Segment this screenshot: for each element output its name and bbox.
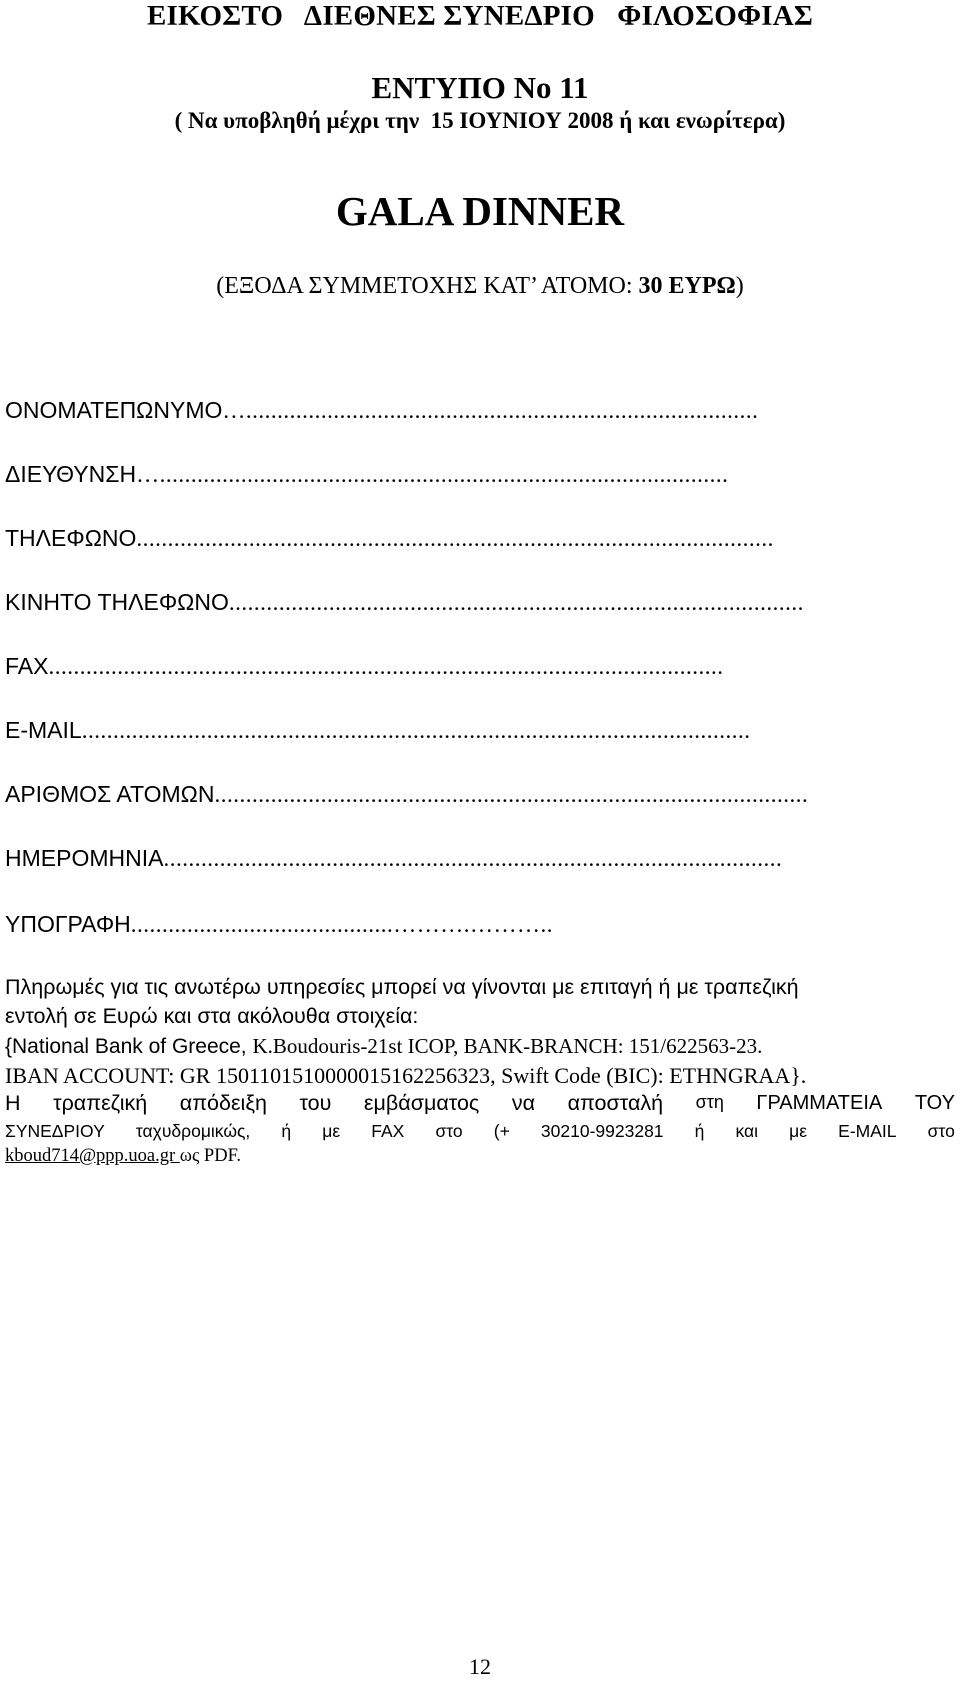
field-leader: ............................................................................................... <box>214 783 809 806</box>
receipt-instruction-line-2 <box>5 1123 955 1141</box>
submission-deadline: ( Να υποβληθή μέχρι την 15 ΙΟΥΝΙΟΥ 2008 ή και ενωρίτερα) <box>174 108 786 133</box>
page-number: 12 <box>469 1654 491 1679</box>
form-number: ΕΝΤΥΠΟ No 11 <box>371 70 589 105</box>
receipt-word: ή <box>281 1121 292 1141</box>
field-full-name[interactable] <box>5 399 955 422</box>
receipt-word: και <box>735 1121 759 1141</box>
field-phone[interactable] <box>5 527 955 550</box>
receipt-word: (+ <box>493 1121 510 1141</box>
bank-name: {National Bank of Greece, <box>5 1035 253 1058</box>
iban-line: IBAN ACCOUNT: GR 1501101510000015162256323, Swift Code (BIC): ETHNGRAA}. <box>5 1063 807 1088</box>
field-leader: ........................................................................................................... <box>81 719 751 742</box>
field-label: ΟΝΟΜΑΤΕΠΩΝΥΜΟ <box>5 399 223 422</box>
receipt-word: με <box>322 1121 341 1141</box>
field-leader: ….................................................................................. <box>222 399 759 422</box>
receipt-word: FAX <box>371 1121 405 1141</box>
field-label: ΗΜΕΡΟΜΗΝΙΑ <box>5 847 164 870</box>
field-label: ΚΙΝΗΤΟ ΤΗΛΕΦΩΝΟ <box>5 591 229 614</box>
fee-suffix: ) <box>735 273 744 299</box>
receipt-word: Η <box>5 1091 21 1115</box>
secretariat-email-link[interactable]: kboud714@ppp.uoa.gr <box>5 1146 180 1166</box>
participation-fee <box>0 274 960 298</box>
field-leader: ............................................................................................................ <box>48 655 724 678</box>
field-leader: ............................................................................................ <box>228 591 804 614</box>
email-suffix: ως PDF. <box>179 1146 242 1166</box>
field-leader: …........................................................................................... <box>136 463 729 486</box>
receipt-word: ΓΡΑΜΜΑΤΕΙΑ <box>756 1092 883 1114</box>
field-signature[interactable] <box>5 913 955 936</box>
field-label: ΥΠΟΓΡΑΦΗ <box>5 913 131 936</box>
email-instruction-line <box>5 1147 955 1166</box>
receipt-word: ΣΥΝΕΔΡΙΟΥ <box>5 1121 105 1141</box>
receipt-word: αποσταλή <box>567 1091 664 1115</box>
receipt-word: με <box>789 1121 808 1141</box>
receipt-word: ή <box>694 1121 705 1141</box>
receipt-word: στο <box>927 1121 955 1141</box>
fee-prefix: (ΕΞΟΔΑ ΣΥΜΜΕΤΟΧΗΣ ΚΑΤ’ ΑΤΟΜΟ: <box>216 273 639 299</box>
receipt-word: του <box>299 1091 332 1115</box>
receipt-word: απόδειξη <box>179 1091 267 1115</box>
field-fax[interactable] <box>5 655 955 678</box>
receipt-word: στη <box>695 1092 724 1112</box>
field-label: ΑΡΙΘΜΟΣ ΑΤΟΜΩΝ <box>5 783 215 806</box>
field-leader: ................................................................................................... <box>163 847 783 870</box>
field-leader: ...................................................................................................... <box>136 527 774 550</box>
field-label: E-MAIL <box>5 719 82 742</box>
field-label: ΔΙΕΥΘΥΝΣΗ <box>5 463 137 486</box>
field-label: FAX <box>5 655 49 678</box>
receipt-word: στο <box>435 1121 463 1141</box>
account-holder: K.Boudouris-21st ICOP, BANK-BRANCH: 151/622563-23. <box>252 1034 763 1058</box>
payment-line-1: Πληρωμές για τις ανωτέρω υπηρεσίες μπορεί να γίνονται με επιταγή ή με τραπεζική <box>5 975 799 999</box>
field-mobile-phone[interactable] <box>5 591 955 614</box>
receipt-word: ΤΟΥ <box>914 1092 955 1114</box>
receipt-word: 30210-9923281 <box>540 1121 664 1141</box>
bank-details-line <box>5 1036 955 1057</box>
receipt-instruction-line-1 <box>5 1093 955 1115</box>
event-title: GALA DINNER <box>335 188 625 234</box>
field-date[interactable] <box>5 847 955 870</box>
payment-line-2: εντολή σε Ευρώ και στα ακόλουθα στοιχεία: <box>5 1004 419 1028</box>
receipt-word: να <box>511 1091 536 1115</box>
field-address[interactable] <box>5 463 955 486</box>
field-leader: ..........................................……….……….. <box>130 913 554 936</box>
conference-title: ΕΙΚΟΣΤΟ ΔΙΕΘΝΕΣ ΣΥΝΕΔΡΙΟ ΦΙΛΟΣΟΦΙΑΣ <box>146 0 814 32</box>
field-email[interactable] <box>5 719 955 742</box>
receipt-word: εμβάσματος <box>363 1091 480 1115</box>
fee-amount: 30 ΕΥΡΩ <box>638 273 736 299</box>
field-number-of-people[interactable] <box>5 783 955 806</box>
receipt-word: ταχυδρομικώς, <box>135 1121 251 1141</box>
receipt-word: E-MAIL <box>838 1121 897 1141</box>
field-label: ΤΗΛΕΦΩΝΟ <box>5 527 137 550</box>
receipt-word: τραπεζική <box>53 1091 148 1115</box>
